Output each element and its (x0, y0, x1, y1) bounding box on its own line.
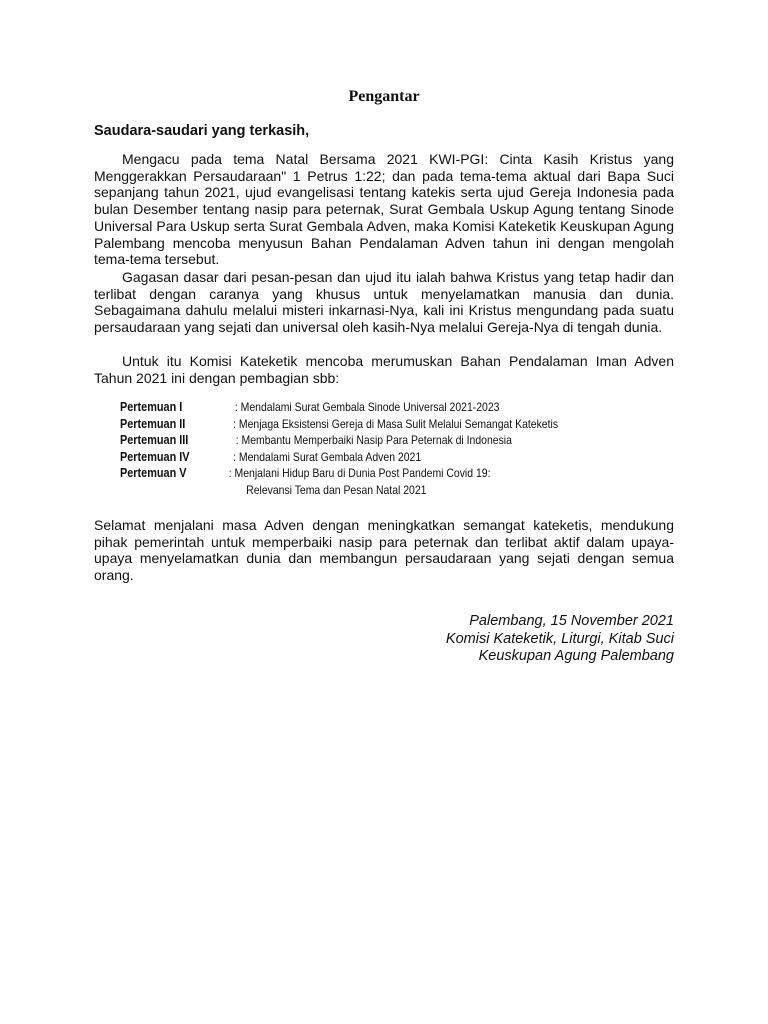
meeting-label: Pertemuan II (120, 416, 186, 431)
list-item (120, 449, 607, 466)
paragraph-intro: Mengacu pada tema Natal Bersama 2021 KWI-PGI: Cinta Kasih Kristus yang Menggerakkan Persaudaraan" 1 Petrus 1:22; dan pada tema-tema aktual dari Bapa Suci sepanjang tahun 2021, ujud evangelisasi tentang katekis serta ujud Gereja Indonesia pada bulan Desember tentang nasip para peternak, Surat Gembala Uskup Agung tentang Sinode Universal Para Uskup serta Surat Gembala Adven, maka Komisi Kateketik Keuskupan Agung Palembang mencoba menyusun Bahan Pendalaman Adven tahun ini dengan mengolah tema-tema tersebut. (94, 151, 674, 268)
meeting-description: : Mendalami Surat Gembala Adven 2021 (233, 449, 422, 464)
signature-commission: Komisi Kateketik, Liturgi, Kitab Suci (445, 630, 674, 647)
meeting-description-continuation (120, 482, 607, 499)
signature-block (446, 613, 674, 666)
page-title: Pengantar (348, 88, 420, 105)
meeting-label: Pertemuan III (120, 433, 189, 448)
list-item (120, 465, 607, 482)
list-item (120, 416, 607, 433)
meeting-description: : Membantu Memperbaiki Nasip Para Peternak di Indonesia (235, 433, 512, 448)
salutation: Saudara-saudari yang terkasih, (94, 123, 310, 139)
paragraph-idea: Gagasan dasar dari pesan-pesan dan ujud itu ialah bahwa Kristus yang tetap hadir dan terlibat dengan caranya yang khusus untuk menyelamatkan manusia dan dunia. Sebagaimana dahulu melalui misteri inkarnasi-Nya, kali ini Kristus mengundang pada suatu persaudaraan yang sejati dan universal oleh kasih-Nya melalui Gereja-Nya di tengah dunia. (94, 269, 674, 336)
signature-diocese: Keuskupan Agung Palembang (478, 648, 674, 664)
meeting-description: : Mendalami Surat Gembala Sinode Universal 2021-2023 (234, 400, 500, 414)
meeting-label: Pertemuan I (120, 400, 183, 414)
meeting-description: : Menjalani Hidup Baru di Dunia Post Pandemi Covid 19: (228, 466, 491, 481)
signature-place-date: Palembang, 15 November 2021 (469, 613, 674, 629)
meeting-list (120, 399, 607, 499)
meeting-description: : Menjaga Eksistensi Gereja di Masa Sulit Melalui Semangat Kateketis (233, 416, 559, 431)
closing-paragraph: Selamat menjalani masa Adven dengan meningkatkan semangat kateketis, mendukung pihak pemerintah untuk memperbaiki nasip para peternak dan terlibat aktif dalam upaya-upaya menyelamatkan dunia dan membangun persaudaraan yang sejati dengan semua orang. (94, 517, 674, 584)
list-item (120, 432, 607, 449)
list-item (120, 399, 607, 416)
paragraph-division: Untuk itu Komisi Kateketik mencoba merumuskan Bahan Pendalaman Iman Adven Tahun 2021 ini dengan pembagian sbb: (94, 353, 674, 386)
meeting-label: Pertemuan IV (120, 449, 190, 464)
meeting-label: Pertemuan V (120, 466, 187, 481)
meeting-description-continuation-text: Relevansi Tema dan Pesan Natal 2021 (246, 482, 427, 497)
